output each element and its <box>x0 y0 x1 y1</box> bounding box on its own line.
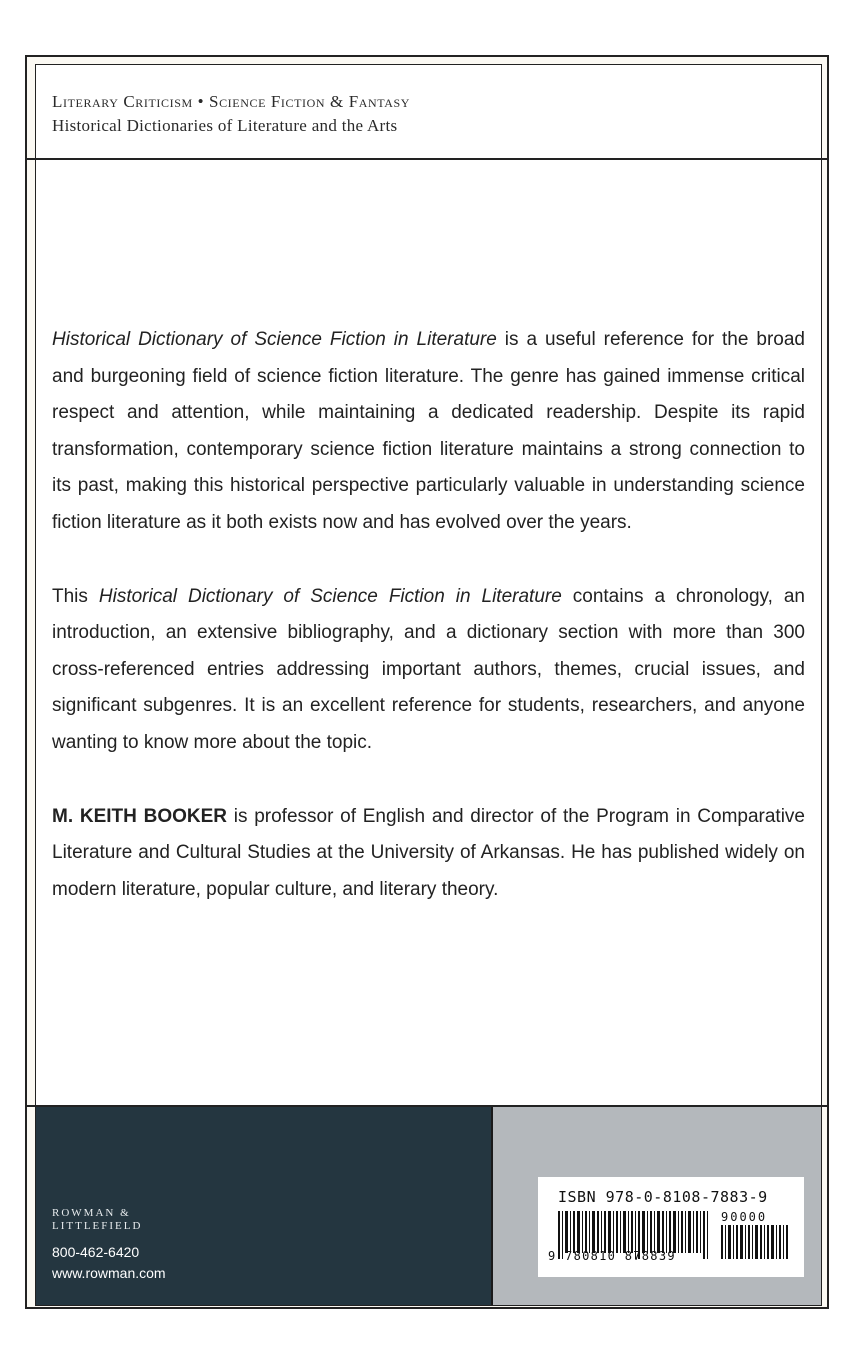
publisher-phone: 800-462-6420 <box>52 1244 140 1260</box>
series-header <box>52 90 812 138</box>
barcode-digits: 9 780810 878839 <box>548 1249 676 1263</box>
book-title-italic-2: Historical Dictionary of Science Fiction in Literature <box>98 585 562 607</box>
author-bio <box>52 799 805 909</box>
publisher-name-line2: LITTLEFIELD <box>52 1220 143 1232</box>
publisher-name-line1: ROWMAN & <box>52 1207 131 1219</box>
panel-divider <box>491 1107 493 1305</box>
description-paragraph-2 <box>52 579 805 762</box>
publisher-logo <box>52 1207 142 1233</box>
author-bio-text: is professor of English and director of the Program in Comparative Literature and Cultural Studies at the University of Arkansas. He has published widely on modern literature, popular culture, and literary theory. <box>52 805 805 900</box>
publisher-website: www.rowman.com <box>52 1265 166 1281</box>
series-name: Historical Dictionaries of Literature and the Arts <box>52 116 398 135</box>
header-divider <box>25 158 829 160</box>
description-paragraph-1 <box>52 322 805 542</box>
book-description <box>52 322 805 908</box>
publisher-contact <box>52 1242 166 1284</box>
book-title-italic: Historical Dictionary of Science Fiction in Literature <box>52 329 497 350</box>
author-name: M. KEITH BOOKER <box>52 805 227 827</box>
isbn-barcode <box>538 1177 804 1277</box>
description-p2-lead: This <box>52 585 99 607</box>
isbn-label: ISBN 978-0-8108-7883-9 <box>558 1188 768 1206</box>
description-p1-text: is a useful reference for the broad and burgeoning field of science fiction literature. The genre has gained immense critical respect and attention, while maintaining a dedicated readership. Despite its rapid transformation, contemporary science fiction literature maintains a strong connection to its past, making this historical perspective particularly valuable in understanding science fiction literature as it both exists now and has evolved over the years. <box>52 329 805 533</box>
price-code: 90000 <box>721 1210 768 1224</box>
series-categories: Literary Criticism • Science Fiction & Fantasy <box>52 92 411 111</box>
description-p2-text: contains a chronology, an introduction, an extensive bibliography, and a dictionary section with more than 300 cross-referenced entries addressing important authors, themes, crucial issues, and significant subgenres. It is an excellent reference for students, researchers, and anyone wanting to know more about the topic. <box>52 585 805 753</box>
